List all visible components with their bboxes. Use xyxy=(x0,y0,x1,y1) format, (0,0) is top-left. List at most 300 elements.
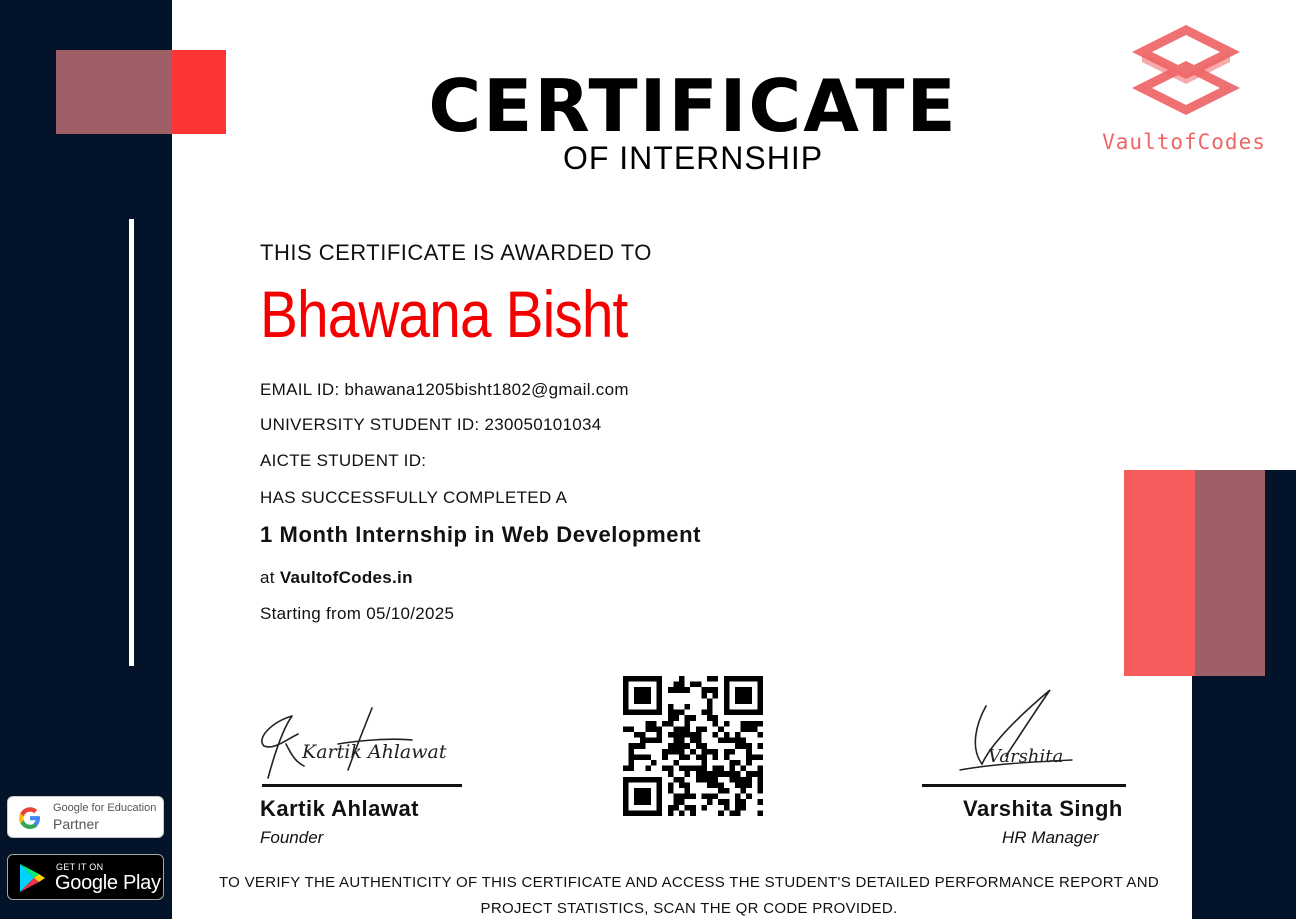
qr-module xyxy=(757,698,763,704)
qr-module xyxy=(679,766,685,772)
right-muted-block xyxy=(1195,470,1265,676)
qr-module xyxy=(757,687,763,693)
qr-module xyxy=(724,771,730,777)
qr-module xyxy=(623,766,629,772)
qr-module xyxy=(752,676,758,682)
qr-module xyxy=(645,693,651,699)
google-play-badge[interactable] xyxy=(7,854,164,900)
qr-module xyxy=(729,760,735,766)
qr-module xyxy=(629,749,635,755)
qr-module xyxy=(735,687,741,693)
awarded-to-label: THIS CERTIFICATE IS AWARDED TO xyxy=(260,240,652,265)
gfe-top-text: Google for Education xyxy=(53,802,157,814)
qr-module xyxy=(668,766,674,772)
qr-module xyxy=(645,698,651,704)
qr-module xyxy=(679,777,685,783)
qr-module xyxy=(640,810,646,816)
aicte-id-line: AICTE STUDENT ID: xyxy=(260,451,427,470)
qr-module xyxy=(707,794,713,800)
qr-module xyxy=(634,777,640,783)
qr-code-icon xyxy=(623,676,763,816)
qr-module xyxy=(662,749,668,755)
qr-module xyxy=(713,676,719,682)
qr-module xyxy=(718,766,724,772)
qr-module xyxy=(629,710,635,716)
qr-module xyxy=(701,766,707,772)
qr-module xyxy=(657,704,663,710)
qr-module xyxy=(651,726,657,732)
qr-module xyxy=(673,777,679,783)
qr-module xyxy=(746,721,752,727)
qr-module xyxy=(741,788,747,794)
qr-module xyxy=(718,771,724,777)
qr-module xyxy=(701,687,707,693)
qr-module xyxy=(718,726,724,732)
qr-module xyxy=(724,676,730,682)
qr-module xyxy=(640,676,646,682)
qr-module xyxy=(729,771,735,777)
qr-module xyxy=(713,715,719,721)
qr-module xyxy=(634,810,640,816)
qr-module xyxy=(685,743,691,749)
qr-module xyxy=(685,687,691,693)
qr-module xyxy=(701,754,707,760)
qr-module xyxy=(757,782,763,788)
qr-module xyxy=(718,799,724,805)
qr-module xyxy=(757,810,763,816)
gfe-bottom-text: Partner xyxy=(53,816,99,832)
qr-module xyxy=(757,766,763,772)
completed-line: HAS SUCCESSFULLY COMPLETED A xyxy=(260,488,568,507)
qr-module xyxy=(701,805,707,811)
qr-module xyxy=(645,754,651,760)
qr-module xyxy=(662,754,668,760)
qr-module xyxy=(713,687,719,693)
qr-module xyxy=(746,726,752,732)
qr-module xyxy=(640,799,646,805)
qr-module xyxy=(701,777,707,783)
qr-module xyxy=(729,710,735,716)
qr-module xyxy=(690,738,696,744)
qr-module xyxy=(735,732,741,738)
founder-signature xyxy=(252,700,462,782)
founder-signature-left-script: Kartik Ahlawat xyxy=(302,741,447,763)
qr-module xyxy=(645,810,651,816)
verification-line-1: TO VERIFY THE AUTHENTICITY OF THIS CERTIFICATE AND ACCESS THE STUDENT'S DETAILED PERFORMANCE REPORT AND xyxy=(218,874,1160,891)
qr-module xyxy=(746,754,752,760)
qr-module xyxy=(701,710,707,716)
qr-module xyxy=(657,687,663,693)
qr-module xyxy=(757,754,763,760)
qr-module xyxy=(713,794,719,800)
qr-module xyxy=(746,687,752,693)
qr-module xyxy=(741,698,747,704)
qr-module xyxy=(707,698,713,704)
qr-module xyxy=(724,805,730,811)
qr-module xyxy=(701,726,707,732)
google-g-icon xyxy=(17,805,43,831)
qr-module xyxy=(623,777,629,783)
email-line: EMAIL ID: bhawana1205bisht1802@gmail.com xyxy=(260,380,629,399)
qr-module xyxy=(707,715,713,721)
qr-module xyxy=(657,676,663,682)
hr-manager-role: HR Manager xyxy=(1002,828,1099,847)
qr-module xyxy=(679,782,685,788)
qr-module xyxy=(679,726,685,732)
qr-module xyxy=(696,777,702,783)
qr-module xyxy=(673,732,679,738)
qr-module xyxy=(645,687,651,693)
qr-module xyxy=(707,782,713,788)
qr-module xyxy=(673,682,679,688)
qr-module xyxy=(645,766,651,772)
qr-module xyxy=(746,782,752,788)
course-title: 1 Month Internship in Web Development xyxy=(260,522,702,547)
qr-module xyxy=(707,676,713,682)
qr-module xyxy=(724,710,730,716)
qr-module xyxy=(713,754,719,760)
qr-module xyxy=(629,760,635,766)
qr-module xyxy=(645,777,651,783)
qr-module xyxy=(713,732,719,738)
vaultofcodes-logo-icon xyxy=(1130,22,1242,122)
certificate-title: CERTIFICATE xyxy=(428,64,958,148)
qr-module xyxy=(668,732,674,738)
qr-module xyxy=(735,771,741,777)
qr-module xyxy=(690,749,696,755)
qr-module xyxy=(741,799,747,805)
qr-module xyxy=(668,782,674,788)
qr-module xyxy=(623,810,629,816)
qr-module xyxy=(640,693,646,699)
hr-manager-name: Varshita Singh xyxy=(963,796,1123,821)
verification-note xyxy=(200,870,1178,919)
qr-module xyxy=(640,687,646,693)
qr-module xyxy=(657,799,663,805)
qr-module xyxy=(757,710,763,716)
qr-module xyxy=(757,693,763,699)
qr-module xyxy=(679,754,685,760)
qr-module xyxy=(651,738,657,744)
qr-module xyxy=(657,682,663,688)
qr-module xyxy=(685,771,691,777)
brand-name: VaultofCodes xyxy=(1102,130,1266,154)
qr-module xyxy=(757,676,763,682)
qr-module xyxy=(679,743,685,749)
qr-module xyxy=(668,771,674,777)
qr-module xyxy=(629,676,635,682)
qr-module xyxy=(668,710,674,716)
qr-module xyxy=(685,794,691,800)
qr-module xyxy=(690,766,696,772)
qr-module xyxy=(729,676,735,682)
qr-module xyxy=(668,805,674,811)
qr-module xyxy=(645,794,651,800)
qr-module xyxy=(673,715,679,721)
qr-module xyxy=(757,682,763,688)
qr-module xyxy=(741,782,747,788)
qr-module xyxy=(673,760,679,766)
qr-module xyxy=(634,676,640,682)
qr-module xyxy=(735,810,741,816)
qr-module xyxy=(634,754,640,760)
qr-module xyxy=(651,777,657,783)
qr-module xyxy=(673,799,679,805)
qr-module xyxy=(657,726,663,732)
founder-role: Founder xyxy=(260,828,324,847)
qr-module xyxy=(685,726,691,732)
qr-module xyxy=(679,710,685,716)
qr-module xyxy=(640,732,646,738)
qr-module xyxy=(724,721,730,727)
qr-module xyxy=(651,760,657,766)
vertical-white-rule xyxy=(129,219,134,666)
qr-module xyxy=(634,687,640,693)
qr-module xyxy=(701,794,707,800)
qr-module xyxy=(735,799,741,805)
qr-module xyxy=(629,777,635,783)
founder-signature-rule xyxy=(262,784,462,787)
qr-module xyxy=(640,788,646,794)
qr-module xyxy=(668,743,674,749)
qr-module xyxy=(735,710,741,716)
qr-module xyxy=(757,732,763,738)
qr-module xyxy=(685,732,691,738)
qr-module xyxy=(752,721,758,727)
qr-module xyxy=(746,794,752,800)
qr-module xyxy=(629,743,635,749)
qr-module xyxy=(713,777,719,783)
qr-module xyxy=(752,726,758,732)
qr-module xyxy=(707,687,713,693)
organization-name: VaultofCodes.in xyxy=(279,568,413,587)
qr-module xyxy=(629,754,635,760)
at-prefix: at xyxy=(260,568,275,587)
qr-module xyxy=(757,799,763,805)
qr-module xyxy=(657,810,663,816)
qr-module xyxy=(696,754,702,760)
qr-module xyxy=(718,810,724,816)
qr-module xyxy=(651,676,657,682)
google-play-top-text: GET IT ON xyxy=(56,862,104,872)
qr-module xyxy=(673,743,679,749)
qr-module xyxy=(629,810,635,816)
qr-module xyxy=(623,799,629,805)
qr-module xyxy=(757,721,763,727)
qr-module xyxy=(662,721,668,727)
qr-module xyxy=(668,704,674,710)
qr-module xyxy=(724,799,730,805)
qr-module xyxy=(640,794,646,800)
qr-module xyxy=(623,794,629,800)
qr-module xyxy=(713,749,719,755)
qr-module xyxy=(707,710,713,716)
qr-module xyxy=(685,721,691,727)
qr-module xyxy=(696,682,702,688)
qr-module xyxy=(673,805,679,811)
qr-module xyxy=(724,704,730,710)
qr-module xyxy=(729,777,735,783)
qr-module xyxy=(629,766,635,772)
qr-module xyxy=(690,682,696,688)
qr-module xyxy=(701,743,707,749)
qr-module xyxy=(634,732,640,738)
qr-module xyxy=(741,726,747,732)
qr-module xyxy=(673,738,679,744)
qr-module xyxy=(679,676,685,682)
qr-module xyxy=(673,794,679,800)
qr-module xyxy=(741,721,747,727)
qr-module xyxy=(707,749,713,755)
hr-signature-script: Varshita xyxy=(988,746,1064,767)
qr-module xyxy=(645,710,651,716)
qr-module xyxy=(640,698,646,704)
qr-module xyxy=(741,693,747,699)
qr-module xyxy=(690,715,696,721)
organization-line xyxy=(260,568,413,588)
qr-module xyxy=(757,777,763,783)
qr-module xyxy=(757,771,763,777)
qr-module xyxy=(668,721,674,727)
verification-line-2: PROJECT STATISTICS, SCAN THE QR CODE PROVIDED. xyxy=(480,900,898,917)
qr-module xyxy=(623,693,629,699)
qr-module xyxy=(634,698,640,704)
qr-module xyxy=(623,687,629,693)
hr-signature-rule xyxy=(922,784,1126,787)
qr-module xyxy=(713,782,719,788)
qr-module xyxy=(741,743,747,749)
qr-module xyxy=(735,743,741,749)
right-coral-block xyxy=(1124,470,1195,676)
qr-module xyxy=(685,766,691,772)
qr-module xyxy=(645,788,651,794)
qr-module xyxy=(707,704,713,710)
qr-module xyxy=(668,810,674,816)
qr-module xyxy=(623,788,629,794)
qr-module xyxy=(673,710,679,716)
qr-module xyxy=(724,788,730,794)
qr-module xyxy=(741,710,747,716)
qr-module xyxy=(746,743,752,749)
qr-module xyxy=(668,715,674,721)
qr-module xyxy=(623,676,629,682)
hr-manager-signature xyxy=(952,686,1102,778)
google-for-education-badge[interactable] xyxy=(7,796,164,838)
qr-module xyxy=(685,715,691,721)
google-play-bottom-text: Google Play xyxy=(55,872,161,894)
qr-module xyxy=(623,726,629,732)
qr-module xyxy=(696,743,702,749)
qr-module xyxy=(701,771,707,777)
qr-module xyxy=(679,794,685,800)
qr-module xyxy=(673,726,679,732)
founder-name: Kartik Ahlawat xyxy=(260,796,420,821)
qr-module xyxy=(746,777,752,783)
qr-module xyxy=(707,777,713,783)
qr-module xyxy=(724,693,730,699)
qr-module xyxy=(724,738,730,744)
qr-module xyxy=(735,760,741,766)
qr-module xyxy=(645,738,651,744)
qr-module xyxy=(679,687,685,693)
qr-module xyxy=(735,738,741,744)
qr-module xyxy=(651,721,657,727)
qr-module xyxy=(690,805,696,811)
qr-module xyxy=(724,749,730,755)
qr-module xyxy=(629,726,635,732)
qr-module xyxy=(707,799,713,805)
qr-module xyxy=(696,726,702,732)
qr-module xyxy=(735,676,741,682)
qr-module xyxy=(657,693,663,699)
qr-module xyxy=(657,777,663,783)
qr-module xyxy=(746,749,752,755)
qr-module xyxy=(752,754,758,760)
qr-module xyxy=(685,782,691,788)
qr-module xyxy=(724,682,730,688)
qr-module xyxy=(634,743,640,749)
qr-module xyxy=(640,743,646,749)
qr-module xyxy=(735,777,741,783)
qr-module xyxy=(746,710,752,716)
qr-module xyxy=(757,704,763,710)
qr-module xyxy=(713,693,719,699)
qr-module xyxy=(657,698,663,704)
google-play-icon xyxy=(18,863,46,893)
qr-module xyxy=(657,794,663,800)
qr-module xyxy=(673,687,679,693)
qr-module xyxy=(696,766,702,772)
qr-module xyxy=(724,698,730,704)
qr-module xyxy=(634,710,640,716)
qr-module xyxy=(679,738,685,744)
qr-module xyxy=(645,721,651,727)
university-id-line: UNIVERSITY STUDENT ID: 230050101034 xyxy=(260,415,602,434)
qr-module xyxy=(724,687,730,693)
qr-module xyxy=(741,687,747,693)
qr-module xyxy=(657,732,663,738)
qr-module xyxy=(690,794,696,800)
qr-module xyxy=(640,777,646,783)
qr-module xyxy=(690,810,696,816)
qr-module xyxy=(668,749,674,755)
qr-module xyxy=(741,676,747,682)
qr-module xyxy=(724,754,730,760)
qr-module xyxy=(713,771,719,777)
qr-module xyxy=(701,693,707,699)
qr-module xyxy=(634,788,640,794)
qr-module xyxy=(752,771,758,777)
qr-module xyxy=(685,788,691,794)
qr-module xyxy=(645,676,651,682)
qr-module xyxy=(713,721,719,727)
qr-module xyxy=(640,710,646,716)
qr-module xyxy=(668,788,674,794)
qr-module xyxy=(746,771,752,777)
qr-module xyxy=(657,805,663,811)
qr-module xyxy=(685,805,691,811)
qr-module xyxy=(640,738,646,744)
qr-module xyxy=(729,738,735,744)
qr-module xyxy=(623,704,629,710)
qr-module xyxy=(651,710,657,716)
qr-module xyxy=(729,766,735,772)
qr-module xyxy=(735,805,741,811)
qr-module xyxy=(696,738,702,744)
qr-module xyxy=(685,754,691,760)
qr-module xyxy=(651,810,657,816)
qr-module xyxy=(634,799,640,805)
